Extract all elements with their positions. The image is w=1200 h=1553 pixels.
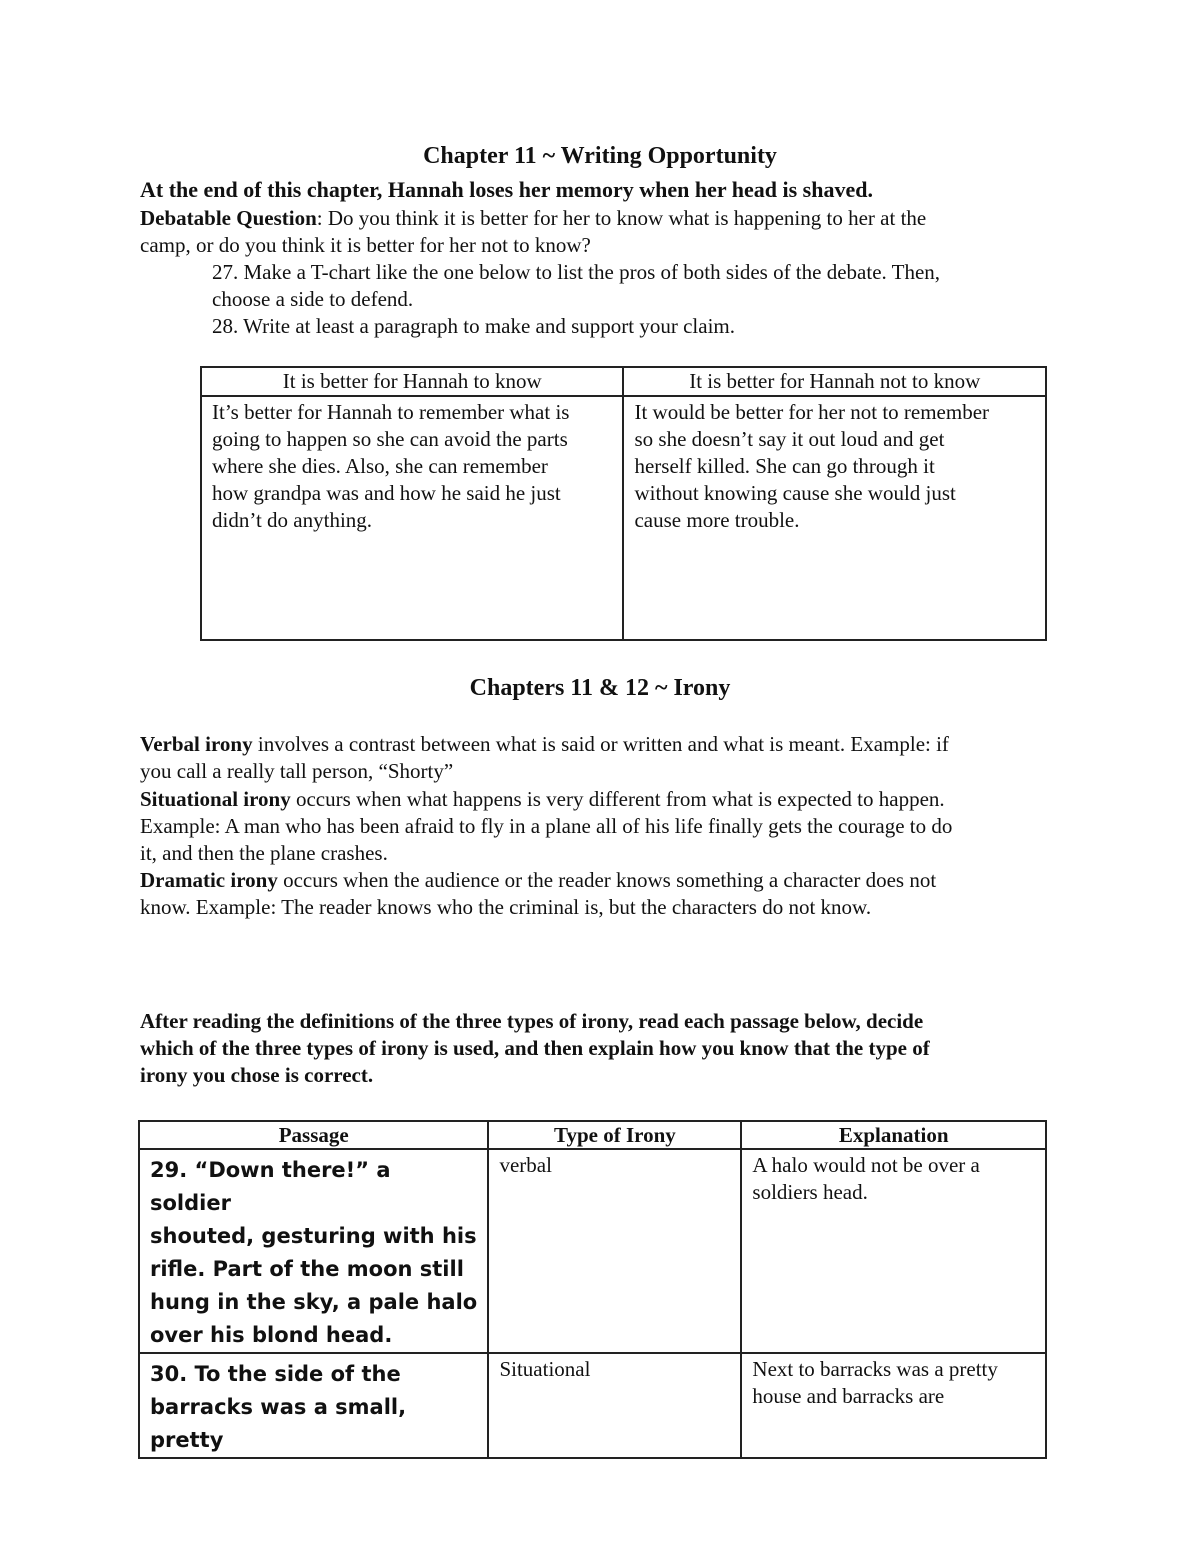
- passage-cell: [139, 1149, 488, 1353]
- situational-irony-term: Situational irony: [140, 787, 291, 811]
- debatable-question-label: Debatable Question: [140, 206, 317, 230]
- passage-line: hung in the sky, a pale halo: [150, 1290, 478, 1314]
- t-chart-header-not-know: It is better for Hannah not to know: [623, 367, 1046, 396]
- irony-header-explanation: Explanation: [741, 1121, 1046, 1149]
- t-chart-know-line: It’s better for Hannah to remember what is: [212, 400, 570, 424]
- explanation-line: soldiers head.: [752, 1180, 868, 1204]
- instructions-line2: which of the three types of irony is used, and then explain how you know that the type of: [140, 1036, 930, 1060]
- table-row: [139, 1149, 1046, 1353]
- chapter-11-title: Chapter 11 ~ Writing Opportunity: [423, 143, 777, 169]
- t-chart-not-know-line: without knowing cause she would just: [634, 481, 956, 505]
- verbal-irony-line1: [140, 731, 949, 758]
- irony-header-type: Type of Irony: [488, 1121, 741, 1149]
- dramatic-irony-line2: know. Example: The reader knows who the criminal is, but the characters do not know.: [140, 895, 872, 919]
- passage-line: over his blond head.: [150, 1323, 393, 1347]
- item-27-line1: 27. Make a T-chart like the one below to list the pros of both sides of the debate. Then,: [212, 260, 941, 284]
- dramatic-irony-term: Dramatic irony: [140, 868, 278, 892]
- t-chart-not-know-line: so she doesn’t say it out loud and get: [634, 427, 945, 451]
- verbal-irony-term: Verbal irony: [140, 732, 253, 756]
- t-chart-header-know: It is better for Hannah to know: [201, 367, 623, 396]
- t-chart-know-line: where she dies. Also, she can remember: [212, 454, 548, 478]
- passage-line: shouted, gesturing with his: [150, 1224, 477, 1248]
- irony-table: [138, 1120, 1047, 1459]
- explanation-line: A halo would not be over a: [752, 1153, 980, 1177]
- explanation-cell: [741, 1353, 1046, 1458]
- situational-irony-line2: Example: A man who has been afraid to fly in a plane all of his life finally gets the courage to do: [140, 814, 953, 838]
- dramatic-irony-line1: [140, 867, 936, 894]
- t-chart-know-line: how grandpa was and how he said he just: [212, 481, 561, 505]
- t-chart-not-know-line: herself killed. She can go through it: [634, 454, 935, 478]
- t-chart-table: [200, 366, 1047, 641]
- situational-irony-definition: occurs when what happens is very different from what is expected to happen.: [290, 787, 945, 811]
- t-chart-not-know-line: cause more trouble.: [634, 508, 800, 532]
- item-28: 28. Write at least a paragraph to make and support your claim.: [212, 314, 736, 338]
- item-27-line2: choose a side to defend.: [212, 287, 414, 311]
- debatable-question-line2: camp, or do you think it is better for her not to know?: [140, 233, 591, 257]
- irony-type-cell: verbal: [488, 1149, 741, 1353]
- passage-line: rifle. Part of the moon still: [150, 1257, 464, 1281]
- irony-type-cell: Situational: [488, 1353, 741, 1458]
- verbal-irony-line2: you call a really tall person, “Shorty”: [140, 759, 454, 783]
- dramatic-irony-definition: occurs when the audience or the reader knows something a character does not: [277, 868, 937, 892]
- explanation-line: Next to barracks was a pretty: [752, 1357, 998, 1381]
- t-chart-cell-know: [201, 396, 623, 640]
- passage-line: barracks was a small, pretty: [150, 1395, 407, 1452]
- verbal-irony-definition: involves a contrast between what is said or written and what is meant. Example: if: [252, 732, 949, 756]
- chapters-11-12-title: Chapters 11 & 12 ~ Irony: [469, 675, 731, 701]
- t-chart-know-line: going to happen so she can avoid the parts: [212, 427, 568, 451]
- debatable-question-text: : Do you think it is better for her to know what is happening to her at the: [316, 206, 927, 230]
- t-chart-know-line: didn’t do anything.: [212, 508, 373, 532]
- explanation-cell: [741, 1149, 1046, 1353]
- passage-line: 29. “Down there!” a soldier: [150, 1158, 391, 1215]
- chapter-11-subtitle: At the end of this chapter, Hannah loses her memory when her head is shaved.: [140, 177, 873, 202]
- t-chart-cell-not-know: [623, 396, 1046, 640]
- situational-irony-line1: [140, 786, 945, 813]
- table-row: [139, 1353, 1046, 1458]
- t-chart-not-know-line: It would be better for her not to remember: [634, 400, 990, 424]
- irony-header-passage: Passage: [139, 1121, 488, 1149]
- passage-line: 30. To the side of the: [150, 1362, 401, 1386]
- instructions-line3: irony you chose is correct.: [140, 1063, 374, 1087]
- instructions-line1: After reading the definitions of the three types of irony, read each passage below, decide: [140, 1009, 924, 1033]
- explanation-line: house and barracks are: [752, 1384, 945, 1408]
- passage-cell: [139, 1353, 488, 1458]
- debatable-question-line1: [140, 205, 926, 232]
- situational-irony-line3: it, and then the plane crashes.: [140, 841, 388, 865]
